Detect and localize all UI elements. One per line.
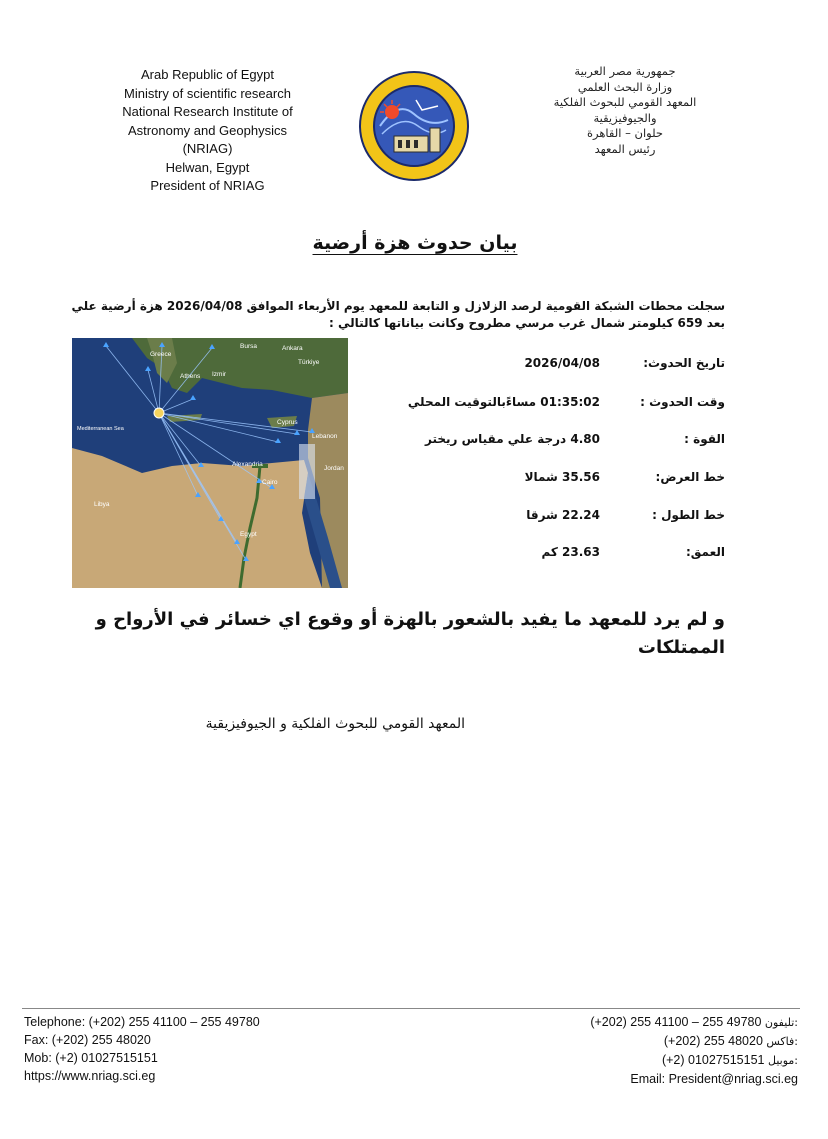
damage-notice: و لم يرد للمعهد ما يفيد بالشعور بالهزة أو وقوع اي خسائر في الأرواح و الممتلكات: [95, 609, 725, 658]
footer-ar-fax-value: (+202) 255 48020: [663, 1034, 763, 1048]
map-label: Lebanon: [312, 433, 338, 440]
intro-paragraph: سجلت محطات الشبكة القومية لرصد الزلازل و التابعة للمعهد يوم الأربعاء الموافق 2026/04/08 هزة أرضية علي بعد 659 كيلومتر شمال غرب مرسي مطروح وكانت بياناتها كالتالي :: [71, 299, 725, 330]
map-label: Mediterranean Sea: [77, 426, 124, 432]
letterhead-line: رئيس المعهد: [594, 141, 656, 156]
field-label: القوة :: [684, 432, 725, 446]
letterhead-line: (NRIAG): [182, 141, 233, 156]
footer-website-link[interactable]: https://www.nriag.sci.eg: [24, 1069, 156, 1083]
field-depth: [370, 545, 725, 567]
letterhead-line: جمهورية مصر العربية: [574, 64, 676, 78]
footer-mobile: Mob: (+2) 01027515151: [24, 1051, 158, 1065]
map-label: Alexandria: [232, 461, 263, 468]
field-value: 35.56 شمالا: [524, 470, 600, 484]
field-value: 2026/04/08: [524, 356, 600, 370]
field-magnitude: [370, 432, 725, 454]
footer-telephone: Telephone: (+202) 255 41100 – 255 49780: [24, 1015, 260, 1029]
field-date: [370, 356, 725, 378]
letterhead-line: وزارة البحث العلمي: [577, 79, 673, 94]
footer-ar-fax: [480, 1032, 798, 1051]
field-label: العمق:: [685, 545, 725, 559]
document-title: [200, 232, 630, 254]
map-label: Athens: [180, 373, 201, 380]
footer-fax: Fax: (+202) 255 48020: [24, 1033, 151, 1047]
nriag-logo: [358, 70, 470, 182]
map-label: Türkiye: [298, 359, 320, 366]
letterhead-line: President of NRIAG: [150, 178, 265, 193]
map-label: Izmir: [212, 371, 227, 378]
field-value: 23.63 كم: [541, 545, 600, 559]
footer-email-link[interactable]: Email: President@nriag.sci.eg: [630, 1072, 798, 1086]
field-longitude: [370, 508, 725, 530]
field-label: تاريخ الحدوث:: [643, 356, 725, 370]
field-label: خط الطول :: [652, 508, 725, 522]
map-label: Jordan: [324, 465, 344, 472]
map-label: Bursa: [240, 343, 257, 350]
institute-signature: المعهد القومي للبحوث الفلكية و الجيوفيزيقية: [205, 716, 465, 732]
field-value: 01:35:02 مساءًبالتوقيت المحلي: [407, 395, 600, 409]
field-value: 22.24 شرقا: [526, 508, 600, 522]
map-label: Ankara: [282, 345, 303, 352]
map-label: Greece: [150, 351, 172, 358]
map-label: Cyprus: [277, 419, 298, 426]
field-value: 4.80 درجة علي مقياس ريختر: [424, 432, 600, 446]
letterhead-line: Helwan, Egypt: [165, 159, 250, 175]
field-label: وقت الحدوث :: [640, 395, 725, 409]
letterhead-line: والجيوفيزيقية: [593, 110, 657, 125]
letterhead-line: المعهد القومي للبحوث الفلكية: [553, 95, 697, 109]
title-text: بيان حدوث هزة أرضية: [312, 232, 518, 254]
footer-ar-mobile: [480, 1051, 798, 1070]
field-label: خط العرض:: [655, 470, 725, 484]
map-label: Egypt: [240, 531, 257, 538]
footer-ar-mobile-value: (+2) 01027515151: [661, 1053, 765, 1067]
footer-ar-phone-value: (+202) 255 41100 – 255 49780: [590, 1015, 762, 1029]
letterhead-line: National Research Institute of: [122, 104, 293, 119]
footer-ar-phone: [480, 1013, 798, 1032]
footer-ar-fax-label: فاكس:: [766, 1035, 798, 1048]
footer-contact-english: [24, 1013, 354, 1085]
arabic-letterhead: [535, 64, 715, 157]
field-time: [370, 395, 725, 417]
letterhead-line: Arab Republic of Egypt: [141, 67, 274, 82]
field-latitude: [370, 470, 725, 492]
footer-ar-mobile-label: موبيل:: [767, 1054, 798, 1067]
english-letterhead: [95, 66, 320, 196]
earthquake-map: [72, 338, 348, 588]
footer-contact-arabic: [480, 1013, 798, 1088]
map-label: Cairo: [262, 479, 278, 486]
map-label: Libya: [94, 501, 110, 508]
footer-divider: [22, 1008, 800, 1009]
letterhead-line: Ministry of scientific research: [124, 85, 291, 101]
letterhead-line: حلوان – القاهرة: [586, 126, 663, 140]
footer-ar-phone-label: تليفون:: [764, 1016, 798, 1029]
letterhead-line: Astronomy and Geophysics: [128, 122, 287, 138]
